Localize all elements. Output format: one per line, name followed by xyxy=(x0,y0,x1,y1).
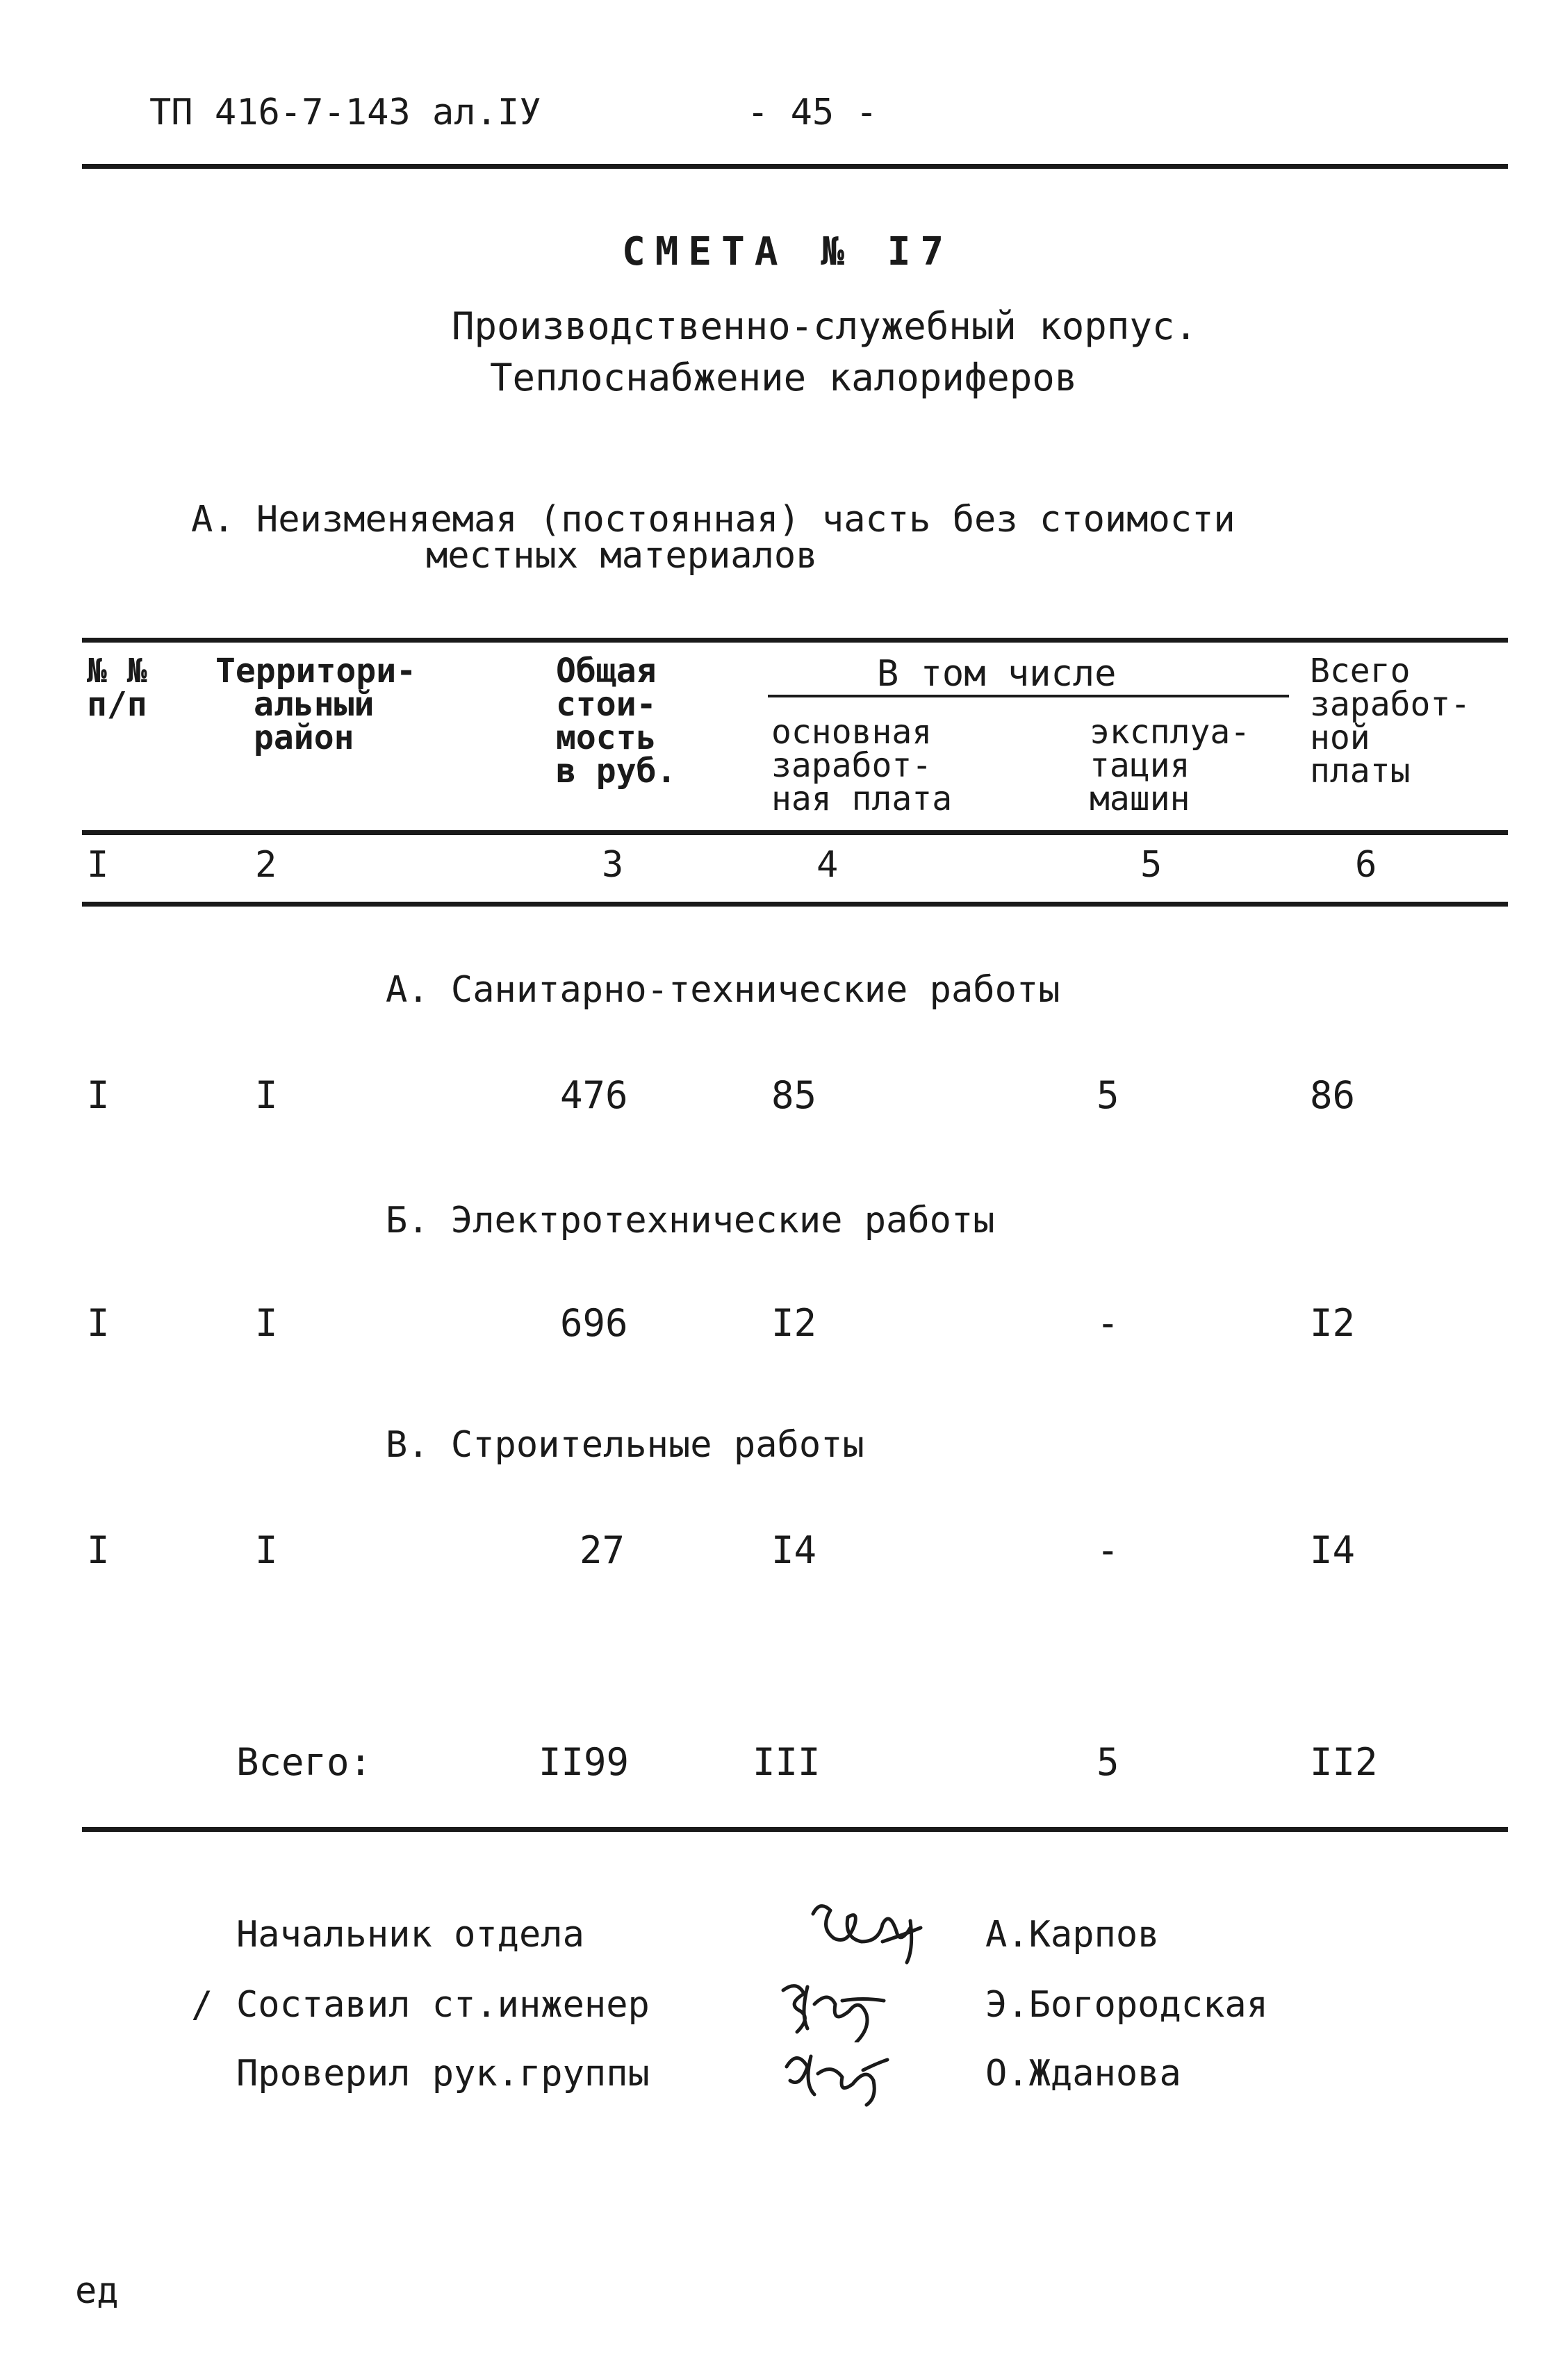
total-cost: II99 xyxy=(539,1740,630,1784)
col-basic-wages-header: основная заработ- ная плата xyxy=(771,713,953,818)
col-number: 3 xyxy=(602,844,624,886)
cell-num: I xyxy=(87,1528,110,1572)
system-title: Теплоснабжение калориферов xyxy=(490,356,1078,399)
group-underline xyxy=(768,695,1289,697)
header-rule xyxy=(82,164,1508,169)
cell-total-cost: 27 xyxy=(580,1528,625,1572)
signature-name: А.Карпов xyxy=(985,1914,1160,1956)
col-number: 4 xyxy=(816,844,839,886)
part-heading-line1: А. Неизменяемая (постоянная) часть без стоимости xyxy=(191,499,1235,540)
cell-region: I xyxy=(255,1301,278,1345)
signature-name: Э.Богородская xyxy=(985,1984,1268,2026)
cell-all-wages: I4 xyxy=(1310,1528,1356,1572)
col-number: 6 xyxy=(1355,844,1377,886)
table-top-rule xyxy=(82,638,1508,643)
cell-basic-wages: I2 xyxy=(771,1301,817,1345)
cell-num: I xyxy=(87,1301,110,1345)
part-heading-line2: местных материалов xyxy=(426,535,818,577)
cell-total-cost: 696 xyxy=(560,1301,628,1345)
signature-role: Составил ст.инженер xyxy=(236,1984,650,2026)
cell-machines: - xyxy=(1097,1301,1119,1345)
section-title: Б. Электротехнические работы xyxy=(386,1200,995,1241)
header-bottom-rule xyxy=(82,830,1508,835)
cell-machines: 5 xyxy=(1097,1073,1119,1117)
total-label: Всего: xyxy=(236,1740,372,1784)
section-title: В. Строительные работы xyxy=(386,1424,864,1466)
cell-region: I xyxy=(255,1073,278,1117)
signature-role: Проверил рук.группы xyxy=(236,2053,650,2094)
total-all-wages: II2 xyxy=(1310,1740,1378,1784)
col-group-header: В том числе xyxy=(877,653,1117,695)
col-total-cost-header: Общая стои- мость в руб. xyxy=(556,652,677,791)
section-title: А. Санитарно-технические работы xyxy=(386,969,1060,1011)
col-region-header: Территори- альный район xyxy=(215,652,416,757)
column-numbers-rule xyxy=(82,902,1508,907)
col-num-header: № № п/п xyxy=(87,652,147,724)
cell-num: I xyxy=(87,1073,110,1117)
margin-tick: / xyxy=(191,1984,213,2026)
cell-basic-wages: I4 xyxy=(771,1528,817,1572)
signature-name: О.Жданова xyxy=(985,2053,1181,2094)
total-machines: 5 xyxy=(1097,1740,1119,1784)
col-machines-header: эксплуа- тация машин xyxy=(1090,713,1251,818)
signature-bogorodskaya xyxy=(773,1966,898,2042)
col-number: 2 xyxy=(255,844,277,886)
cell-basic-wages: 85 xyxy=(771,1073,817,1117)
cell-all-wages: I2 xyxy=(1310,1301,1356,1345)
col-number: I xyxy=(87,844,109,886)
cell-total-cost: 476 xyxy=(560,1073,628,1117)
footer-mark: ед xyxy=(75,2270,119,2312)
estimate-heading: СМЕТА № I7 xyxy=(622,229,954,274)
cell-region: I xyxy=(255,1528,278,1572)
signature-karpov xyxy=(799,1893,938,1969)
table-bottom-rule xyxy=(82,1827,1508,1832)
cell-all-wages: 86 xyxy=(1310,1073,1356,1117)
cell-machines: - xyxy=(1097,1528,1119,1572)
col-number: 5 xyxy=(1140,844,1163,886)
total-basic-wages: III xyxy=(753,1740,821,1784)
page-number: - 45 - xyxy=(747,92,878,133)
object-title: Производственно-служебный корпус. xyxy=(452,304,1197,348)
signature-zhdanova xyxy=(773,2039,898,2108)
col-all-wages-header: Всего заработ- ной платы xyxy=(1310,652,1471,791)
doc-code: ТП 416-7-143 ал.IУ xyxy=(149,92,541,133)
signature-role: Начальник отдела xyxy=(236,1914,584,1956)
